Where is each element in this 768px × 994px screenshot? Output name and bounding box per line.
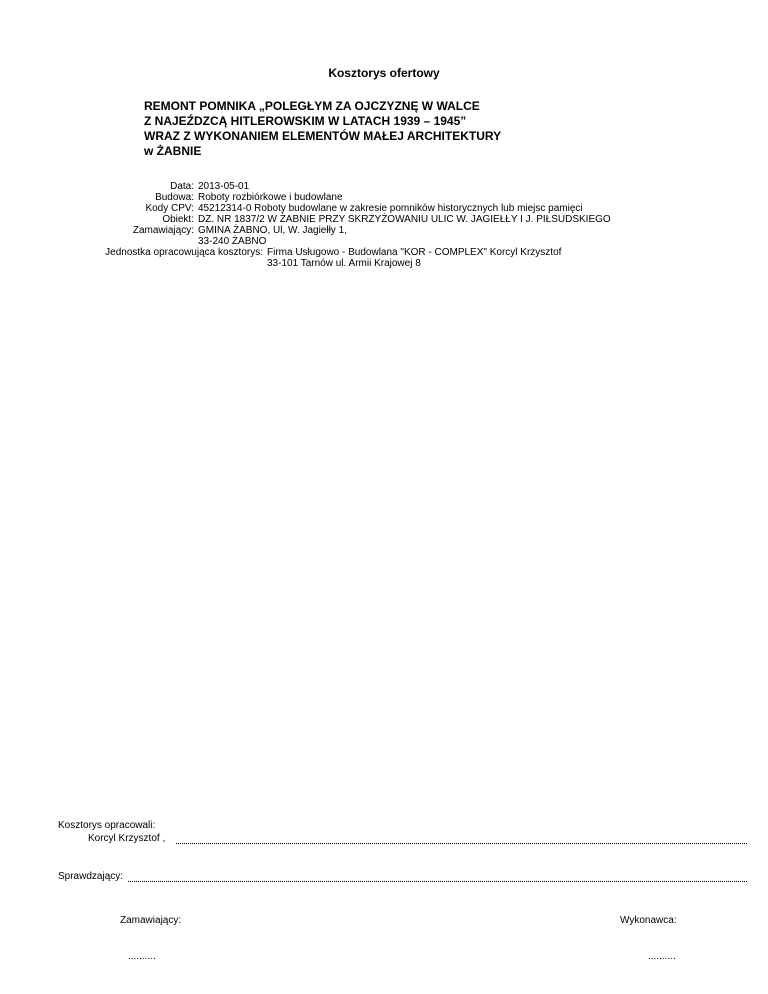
sprawdzajacy-signature-line (128, 881, 747, 882)
zamawiajacy-label: Zamawiający: (132, 225, 194, 236)
data-value: 2013-05-01 (198, 181, 250, 192)
jednostka-label: Jednostka opracowująca kosztorys: (105, 247, 263, 258)
obiekt-label: Obiekt: (162, 214, 194, 225)
document-title: Kosztorys ofertowy (328, 66, 440, 80)
obiekt-value: DZ. NR 1837/2 W ŻABNIE PRZY SKRZYŻOWANIU ULIC W. JAGIEŁŁY I J. PIŁSUDSKIEGO (198, 214, 611, 225)
opracowali-name: Korcyl Krzysztof , (88, 833, 166, 844)
data-label: Data: (170, 181, 194, 192)
zamawiajacy-line-2: 33-240 ŻABNO (198, 236, 267, 247)
opracowali-label: Kosztorys opracowali: (58, 820, 156, 831)
wykonawca-signature: .......... (648, 951, 676, 962)
heading-line-2: Z NAJEŹDZCĄ HITLEROWSKIM W LATACH 1939 – 1945” (144, 114, 467, 128)
budowa-value: Roboty rozbiórkowe i budowlane (198, 192, 343, 203)
zamawiajacy-signature: .......... (128, 951, 156, 962)
cpv-label: Kody CPV: (145, 203, 194, 214)
heading-line-1: REMONT POMNIKA „POLEGŁYM ZA OJCZYZNĘ W WALCE (144, 99, 480, 113)
zamawiajacy-line-1: GMINA ŻABNO, Ul, W. Jagiełły 1, (198, 225, 347, 236)
heading-line-4: w ŻABNIE (144, 144, 202, 158)
wykonawca-label: Wykonawca: (620, 915, 677, 926)
budowa-label: Budowa: (155, 192, 194, 203)
cpv-value: 45212314-0 Roboty budowlane w zakresie pomników historycznych lub miejsc pamięci (198, 203, 583, 214)
heading-line-3: WRAZ Z WYKONANIEM ELEMENTÓW MAŁEJ ARCHITEKTURY (144, 129, 502, 143)
jednostka-line-1: Firma Usługowo - Budowlana "KOR - COMPLEX" Korcyl Krzysztof (267, 247, 562, 258)
zamawiajacy-footer-label: Zamawiający: (120, 915, 182, 926)
sprawdzajacy-label: Sprawdzający: (58, 871, 124, 882)
project-heading (144, 99, 501, 159)
jednostka-line-2: 33-101 Tarnów ul. Armii Krajowej 8 (267, 258, 421, 269)
opracowali-signature-line (176, 843, 747, 844)
